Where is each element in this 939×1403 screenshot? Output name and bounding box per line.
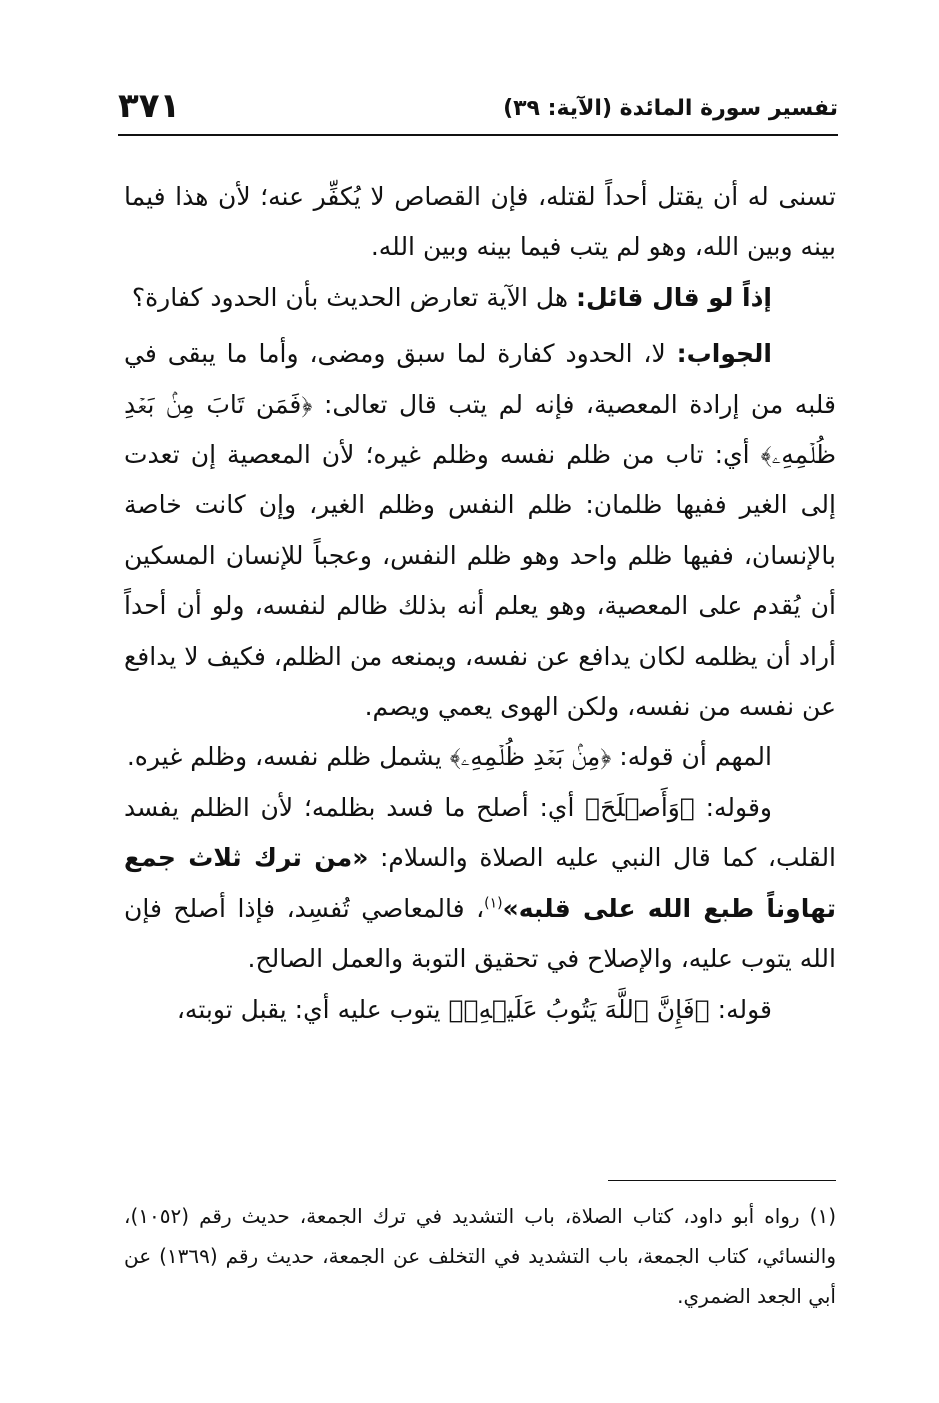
paragraph-4-text-a: المهم أن قوله: <box>611 742 772 772</box>
paragraph-1-text: تسنى له أن يقتل أحداً لقتله، فإن القصاص لا يُكفِّر عنه؛ لأن هذا فيما بينه وبين الله، وهو لم يتب فيما بينه وبين الله. <box>124 182 836 262</box>
paragraph-4 <box>124 732 836 782</box>
answer-lead: الجواب: <box>676 339 772 369</box>
paragraph-4-text-b: يشمل ظلم نفسه، وظلم غيره. <box>126 742 450 772</box>
paragraph-5-text-c: ، فالمعاصي تُفسِد، فإذا أصلح فإن الله يتوب عليه، والإصلاح في تحقيق التوبة والعمل الصالح. <box>124 893 836 974</box>
header-divider <box>118 134 838 136</box>
answer-text-b: أي: تاب من ظلم نفسه وظلم غيره؛ لأن المعصية إن تعدت إلى الغير ففيها ظلمان: ظلم النفس وظلم الغير، وإن كانت خاصة بالإنسان، ففيها ظلم واحد وهو ظلم النفس، وعجباً للإنسان المسكين أن يُقدم على المعصية، وهو يعلم أنه بذلك ظالم لنفسه، ولو أن أحداً أراد أن يظلمه لكان يدافع عن نفسه، ويمنعه من الظلم، فكيف لا يدافع عن نفسه من نفسه، ولكن الهوى يعمي ويصم. <box>124 440 836 722</box>
paragraph-3 <box>124 329 836 732</box>
quran-quote-1: ﴿فَمَن تَابَ مِنۢ بَعۡدِ ظُلۡمِهِۦ﴾ <box>124 389 836 470</box>
footnote-item: (١) رواه أبو داود، كتاب الصلاة، باب التشديد في ترك الجمعة، حديث رقم (١٠٥٢)، والنسائي، كتاب الجمعة، باب التشديد في التخلف عن الجمعة، حديث رقم (١٣٦٩) عن أبي الجعد الضمري. <box>124 1204 836 1308</box>
paragraph-2 <box>124 273 836 323</box>
footnote-marker[interactable]: (١) <box>484 895 503 912</box>
page-number: ٣٧١ <box>118 86 181 126</box>
quran-quote-3: ﴿وَأَصۡلَحَ﴾ <box>585 792 695 822</box>
question-lead: إذاً لو قال قائل: <box>575 282 772 312</box>
paragraph-5-text-b: أي: أصلح ما فسد بظلمه؛ لأن الظلم يفسد القلب، كما قال النبي عليه الصلاة والسلام: <box>124 792 837 873</box>
footnote-divider <box>608 1180 836 1181</box>
question-text: هل الآية تعارض الحديث بأن الحدود كفارة؟ <box>131 282 576 312</box>
footnotes <box>124 1196 836 1316</box>
paragraph-1 <box>124 172 836 273</box>
main-text <box>124 172 836 1035</box>
answer-text-a: لا، الحدود كفارة لما سبق ومضى، وأما ما يبقى في قلبه من إرادة المعصية، فإنه لم يتب قال تعالى: <box>124 339 836 419</box>
page-header <box>118 86 838 130</box>
hadith-quote: «من ترك ثلاث جمع تهاوناً طبع الله على قلبه» <box>124 843 836 923</box>
running-title: تفسير سورة المائدة (الآية: ٣٩) <box>503 96 838 121</box>
paragraph-6-text-b: يتوب عليه أي: يقبل توبته، <box>176 994 449 1024</box>
paragraph-6 <box>124 985 836 1035</box>
paragraph-6-text-a: قوله: <box>709 994 772 1024</box>
paragraph-5 <box>124 783 836 985</box>
quran-quote-4: ﴿فَإِنَّ ٱللَّهَ يَتُوبُ عَلَيۡهِۗ﴾ <box>448 994 710 1024</box>
paragraph-5-text-a: وقوله: <box>694 792 772 822</box>
quran-quote-2: ﴿مِنۢ بَعۡدِ ظُلۡمِهِۦ﴾ <box>449 742 612 772</box>
